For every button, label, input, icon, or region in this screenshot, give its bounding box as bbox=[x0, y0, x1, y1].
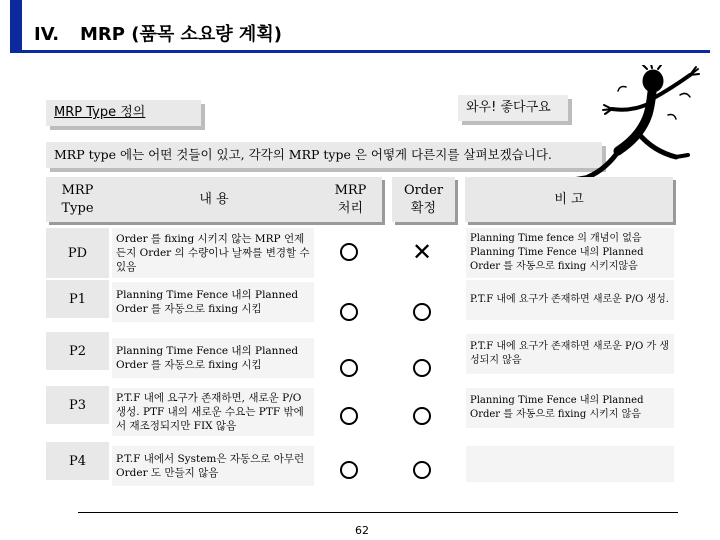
circle-mark-icon bbox=[340, 303, 358, 321]
circle-mark-icon bbox=[413, 359, 431, 377]
type-definition-label: MRP Type 정의 bbox=[46, 100, 201, 126]
circle-mark-icon bbox=[413, 407, 431, 425]
header-content: 내 용 bbox=[109, 177, 319, 222]
header-mrp-process: MRP 처리 bbox=[319, 177, 382, 222]
row-mrp-process-p3 bbox=[326, 394, 372, 438]
dancing-figure-icon bbox=[568, 65, 718, 185]
row-type-pd: PD bbox=[46, 228, 109, 278]
circle-mark-icon bbox=[413, 461, 431, 479]
row-type-p1: P1 bbox=[46, 280, 109, 318]
row-content-p3: P.T.F 내에 요구가 존재하면, 새로운 P/O 생성. PTF 내의 새로운 수요는 PTF 밖에서 재조정되지만 FIX 않음 bbox=[112, 388, 314, 436]
row-remark-pd: Planning Time fence 의 개념이 없음 Planning Time Fence 내의 Planned Order 를 자동으로 fixing 시키지않음 bbox=[466, 228, 674, 278]
row-mrp-process-p4 bbox=[326, 448, 372, 492]
row-content-p2: Planning Time Fence 내의 Planned Order 를 자동으로 fixing 시킴 bbox=[112, 338, 314, 378]
circle-mark-icon bbox=[340, 461, 358, 479]
row-type-p4: P4 bbox=[46, 442, 109, 480]
title-underline bbox=[10, 50, 710, 53]
row-mrp-process-p1 bbox=[326, 290, 372, 334]
row-order-confirm-p4 bbox=[399, 448, 445, 492]
row-remark-p1: P.T.F 내에 요구가 존재하면 새로운 P/O 생성. bbox=[466, 280, 674, 320]
row-content-pd: Order 를 fixing 시키지 않는 MRP 언제든지 Order 의 수량이나 날짜를 변경할 수 있음 bbox=[112, 228, 314, 278]
page-title bbox=[34, 20, 282, 46]
page-number: 62 bbox=[355, 524, 369, 537]
x-mark-icon: ✕ bbox=[411, 238, 433, 266]
row-type-p3: P3 bbox=[46, 386, 109, 424]
row-remark-p3: Planning Time Fence 내의 Planned Order 를 자동으로 fixing 시키지 않음 bbox=[466, 388, 674, 428]
title-number: IV. bbox=[34, 24, 60, 45]
row-type-p2: P2 bbox=[46, 332, 109, 370]
circle-mark-icon bbox=[340, 359, 358, 377]
circle-mark-icon bbox=[340, 407, 358, 425]
intro-text: MRP type 에는 어떤 것들이 있고, 각각의 MRP type 은 어떻게 다른지를 살펴보겠습니다. bbox=[46, 142, 602, 168]
header-mrp-type: MRP Type bbox=[46, 177, 109, 222]
row-remark-p2: P.T.F 내에 요구가 존재하면 새로운 P/O 가 생성되지 않음 bbox=[466, 334, 674, 374]
row-order-confirm-p3 bbox=[399, 394, 445, 438]
footer-divider bbox=[78, 512, 678, 513]
row-content-p1: Planning Time Fence 내의 Planned Order 를 자동으로 fixing 시킴 bbox=[112, 282, 314, 322]
title-accent-bar bbox=[10, 0, 22, 50]
circle-mark-icon bbox=[340, 243, 358, 261]
row-remark-p4 bbox=[466, 446, 674, 482]
row-content-p4: P.T.F 내에서 System은 자동으로 아무런 Order 도 만들지 않음 bbox=[112, 446, 314, 486]
header-remark: 비 고 bbox=[465, 177, 673, 222]
row-order-confirm-p1 bbox=[399, 290, 445, 334]
row-mrp-process-pd bbox=[326, 230, 372, 274]
wow-label: 와우! 좋다구요 bbox=[458, 95, 568, 121]
row-order-confirm-pd bbox=[399, 230, 445, 274]
circle-mark-icon bbox=[413, 303, 431, 321]
title-text: MRP (품목 소요량 계획) bbox=[80, 24, 282, 45]
row-mrp-process-p2 bbox=[326, 346, 372, 390]
row-order-confirm-p2 bbox=[399, 346, 445, 390]
header-order-confirm: Order 확정 bbox=[392, 177, 455, 222]
